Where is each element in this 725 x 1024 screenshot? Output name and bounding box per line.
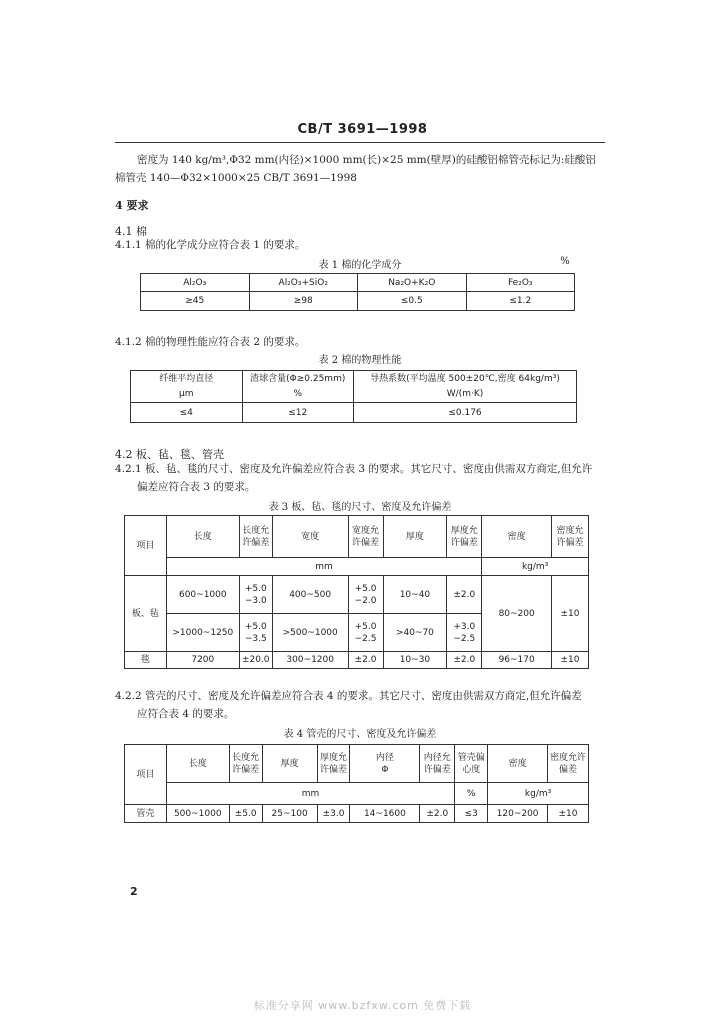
table-1 (140, 273, 575, 311)
table-4-cell: ≤3 (455, 805, 488, 823)
inner-symbol: Φ (381, 764, 389, 775)
table-4-header-item: 项目 (125, 745, 167, 805)
table-4-caption: 表 4 管壳的尺寸、密度及允许偏差 (283, 729, 437, 740)
section-4-2-1-line-2: 偏差应符合表 3 的要求。 (137, 481, 256, 493)
table-3 (124, 515, 589, 669)
site-footer[interactable]: 标准分享网 www.bzfxw.com 免费下载 (253, 999, 472, 1012)
table-3-header-density: 密度 (482, 516, 552, 558)
table-4-header-density-tol: 密度允许偏差 (548, 745, 589, 783)
table-3-unit-kgm3: kg/m³ (482, 558, 589, 576)
table-4-header-length-tol: 长度允许偏差 (229, 745, 262, 783)
table-3-cell (239, 576, 272, 614)
table-3-cell: 300~1200 (272, 652, 348, 669)
table-4 (124, 744, 589, 823)
intro-line-2: 棉管壳 140—Φ32×1000×25 CB/T 3691—1998 (115, 172, 357, 184)
table-4-cell: 25~100 (262, 805, 317, 823)
table-1-cell: ≥98 (249, 292, 358, 311)
table-1-header: Fe₂O₃ (466, 274, 575, 292)
table-3-cell (348, 576, 383, 614)
table-3-header-length-tol: 长度允许偏差 (239, 516, 272, 558)
section-4-1-title: 4.1 棉 (115, 225, 147, 238)
table-3-cell: ±20.0 (239, 652, 272, 669)
table-2-col3-unit: W/(m·K) (354, 387, 577, 403)
table-4-row-label: 管壳 (125, 805, 167, 823)
table-2-caption: 表 2 棉的物理性能 (318, 355, 402, 366)
table-4-cell: ±10 (548, 805, 589, 823)
table-3-cell: ±10 (552, 652, 589, 669)
table-4-cell: ±3.0 (317, 805, 350, 823)
table-4-unit-pct: % (455, 783, 488, 805)
section-4-2-2-line-1: 4.2.2 管壳的尺寸、密度及允许偏差应符合表 4 的要求。其它尺寸、密度由供需双方商定,但允许偏差 (115, 690, 582, 702)
table-1-cell: ≤1.2 (466, 292, 575, 311)
table-1-unit: % (560, 256, 570, 267)
tol-plus: +5.0 (244, 621, 267, 632)
table-4-header-ecc: 管壳偏心度 (455, 745, 488, 783)
table-4-unit-kgm2: kg/m³ (488, 783, 589, 805)
table-4-cell: 500~1000 (166, 805, 229, 823)
table-3-cell: ±2.0 (447, 576, 482, 614)
table-3-cell: >40~70 (383, 614, 447, 652)
table-3-board-density-tol: ±10 (552, 576, 589, 652)
table-3-caption: 表 3 板、毡、毯的尺寸、密度及允许偏差 (268, 502, 452, 513)
table-1-cell: ≥45 (141, 292, 250, 311)
table-3-cell (348, 614, 383, 652)
table-2-col3-value: ≤0.176 (354, 403, 577, 423)
table-1-cell: ≤0.5 (358, 292, 467, 311)
table-4-header-length: 长度 (166, 745, 229, 783)
table-3-cell: 10~40 (383, 576, 447, 614)
section-4-2-1-line-1: 4.2.1 板、毡、毯的尺寸、密度及允许偏差应符合表 3 的要求。其它尺寸、密度由供需双方商定,但允许 (115, 463, 593, 475)
table-3-header-thickness-tol: 厚度允许偏差 (447, 516, 482, 558)
header-rule (115, 142, 605, 143)
tol-minus: −3.5 (244, 633, 267, 644)
table-3-cell: 96~170 (482, 652, 552, 669)
table-4-unit-mm: mm (166, 783, 454, 805)
table-3-header-width-tol: 宽度允许偏差 (348, 516, 383, 558)
page-number: 2 (130, 885, 138, 898)
section-4-2-2-line-2: 应符合表 4 的要求。 (137, 708, 235, 720)
table-4-cell: 120~200 (488, 805, 548, 823)
table-2-col3-name: 导热系数(平均温度 500±20℃,密度 64kg/m³) (354, 371, 577, 387)
tol-minus: −2.0 (354, 595, 377, 606)
table-3-header-thickness: 厚度 (383, 516, 447, 558)
tol-minus: −2.5 (453, 633, 476, 644)
tol-minus: −2.5 (354, 633, 377, 644)
table-3-cell: 400~500 (272, 576, 348, 614)
table-3-cell (447, 614, 482, 652)
table-3-header-width: 宽度 (272, 516, 348, 558)
table-1-header: Al₂O₃+SiO₂ (249, 274, 358, 292)
section-4-title: 4 要求 (115, 199, 149, 212)
table-3-cell: >500~1000 (272, 614, 348, 652)
table-1-caption: 表 1 棉的化学成分 (318, 260, 402, 271)
tol-minus: −3.0 (244, 595, 267, 606)
table-3-cell: 10~30 (383, 652, 447, 669)
table-2-col1-value: ≤4 (131, 403, 243, 423)
table-4-header-thickness: 厚度 (262, 745, 317, 783)
table-2-col1-unit: μm (131, 387, 243, 403)
table-3-cell: ±2.0 (447, 652, 482, 669)
table-4-header-density: 密度 (488, 745, 548, 783)
standard-header: CB/T 3691—1998 (297, 122, 428, 137)
table-4-cell: ±2.0 (420, 805, 455, 823)
section-4-1-1-text: 4.1.1 棉的化学成分应符合表 1 的要求。 (115, 239, 306, 251)
table-4-header-inner (350, 745, 420, 783)
table-3-cell: >1000~1250 (166, 614, 239, 652)
table-1-header: Na₂O+K₂O (358, 274, 467, 292)
table-3-board-density: 80~200 (482, 576, 552, 652)
table-3-cell: 7200 (166, 652, 239, 669)
table-4-header-inner-tol: 内径允许偏差 (420, 745, 455, 783)
tol-plus: +3.0 (453, 621, 476, 632)
tol-plus: +5.0 (354, 621, 377, 632)
tol-plus: +5.0 (354, 583, 377, 594)
table-3-cell: ±2.0 (348, 652, 383, 669)
table-3-cell: 600~1000 (166, 576, 239, 614)
table-2-col2-unit: % (242, 387, 354, 403)
table-2-col2-name: 渣球含量(Φ≥0.25mm) (242, 371, 354, 387)
inner-label: 内径 (375, 752, 394, 763)
table-3-header-density-tol: 密度允许偏差 (552, 516, 589, 558)
table-4-cell: ±5.0 (229, 805, 262, 823)
table-3-board-label: 板、毡 (125, 576, 167, 652)
table-3-cell (239, 614, 272, 652)
table-3-unit-mm: mm (166, 558, 481, 576)
table-2 (130, 370, 577, 423)
tol-plus: +5.0 (244, 583, 267, 594)
table-2-col2-value: ≤12 (242, 403, 354, 423)
table-4-header-thickness-tol: 厚度允许偏差 (317, 745, 350, 783)
table-3-blanket-label: 毯 (125, 652, 167, 669)
section-4-2-title: 4.2 板、毡、毯、管壳 (115, 448, 224, 461)
table-3-header-item: 项目 (125, 516, 167, 576)
table-1-header: Al₂O₃ (141, 274, 250, 292)
intro-line-1: 密度为 140 kg/m³,Φ32 mm(内径)×1000 mm(长)×25 mm(壁厚)的硅酸铝棉管壳标记为:硅酸铝 (137, 154, 596, 166)
table-2-col1-name: 纤维平均直径 (131, 371, 243, 387)
section-4-1-2-text: 4.1.2 棉的物理性能应符合表 2 的要求。 (115, 336, 306, 348)
table-3-header-length: 长度 (166, 516, 239, 558)
table-4-cell: 14~1600 (350, 805, 420, 823)
